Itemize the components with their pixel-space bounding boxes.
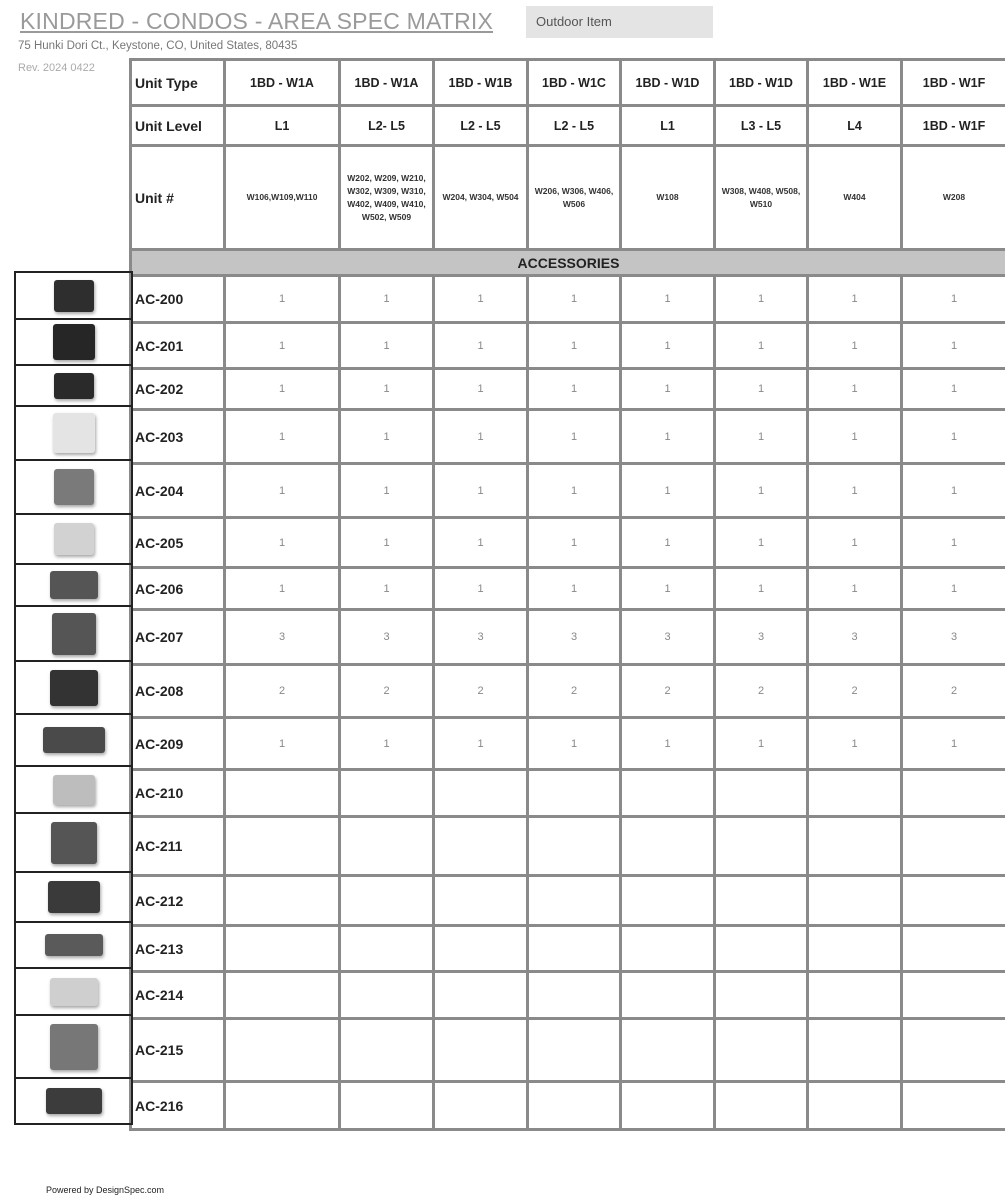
quantity-cell [621,770,715,817]
quantity-cell: 1 [715,410,808,464]
quantity-cell [902,770,1005,817]
pillow-image [43,727,105,753]
quantity-cell: 1 [902,410,1005,464]
column-level-cell: L1 [225,106,340,146]
item-thumbnail [16,1077,133,1125]
column-units-cell: W308, W408, W508, W510 [715,146,808,250]
item-thumbnail [16,513,133,563]
quantity-cell [340,876,434,926]
quantity-cell [715,876,808,926]
quantity-cell: 1 [621,568,715,610]
quantity-cell: 2 [434,665,528,718]
quantity-cell [528,926,621,972]
item-thumbnail [16,660,133,713]
quantity-cell [225,1082,340,1130]
quantity-cell [225,770,340,817]
quantity-cell: 1 [902,518,1005,568]
quantity-cell: 1 [621,718,715,770]
section-title: ACCESSORIES [131,250,1005,276]
item-row [131,323,1005,369]
quantity-cell [808,1019,902,1082]
column-level-cell: L2- L5 [340,106,434,146]
pillow-image [53,775,95,805]
quantity-cell: 3 [528,610,621,665]
row-label: Unit Level [131,106,225,146]
quantity-cell [902,1082,1005,1130]
item-row [131,718,1005,770]
column-type-cell: 1BD - W1C [528,60,621,106]
item-code: AC-214 [131,972,225,1019]
revision-label: Rev. 2024 0422 [18,62,95,74]
column-type-cell: 1BD - W1A [225,60,340,106]
pillow-image [50,670,98,706]
column-level-cell: L4 [808,106,902,146]
item-thumbnail [16,405,133,459]
quantity-cell [715,1082,808,1130]
unit-type-row [131,60,1005,106]
quantity-cell [808,926,902,972]
quantity-cell: 2 [340,665,434,718]
quantity-cell: 1 [340,518,434,568]
column-units-cell: W404 [808,146,902,250]
column-units-cell: W108 [621,146,715,250]
item-code: AC-203 [131,410,225,464]
item-thumbnail [16,605,133,660]
quantity-cell: 1 [528,410,621,464]
unit-level-row [131,106,1005,146]
quantity-cell: 1 [340,464,434,518]
quantity-cell [808,817,902,876]
item-row [131,665,1005,718]
project-address: 75 Hunki Dori Ct., Keystone, CO, United States, 80435 [18,40,298,52]
item-row [131,276,1005,323]
column-units-cell: W204, W304, W504 [434,146,528,250]
quantity-cell [808,1082,902,1130]
pillow-image [52,613,96,655]
quantity-cell: 1 [715,464,808,518]
item-thumbnail [16,713,133,765]
quantity-cell: 3 [715,610,808,665]
quantity-cell [902,1019,1005,1082]
quantity-cell [902,876,1005,926]
page-title: KINDRED - CONDOS - AREA SPEC MATRIX [20,8,494,34]
quantity-cell: 1 [434,410,528,464]
quantity-cell: 1 [434,718,528,770]
quantity-cell: 1 [434,518,528,568]
quantity-cell: 2 [902,665,1005,718]
pillow-image [54,523,94,555]
quantity-cell: 1 [225,518,340,568]
quantity-cell: 1 [528,369,621,410]
quantity-cell: 1 [621,410,715,464]
item-code: AC-209 [131,718,225,770]
pillow-image [46,1088,102,1114]
item-thumbnail [16,563,133,605]
quantity-cell: 1 [902,323,1005,369]
quantity-cell: 1 [225,568,340,610]
item-thumbnail [16,812,133,871]
quantity-cell: 1 [225,369,340,410]
quantity-cell: 1 [340,410,434,464]
item-thumbnail [16,871,133,921]
column-type-cell: 1BD - W1B [434,60,528,106]
unit-number-row [131,146,1005,250]
quantity-cell: 1 [528,276,621,323]
item-code: AC-213 [131,926,225,972]
quantity-cell [528,1082,621,1130]
quantity-cell: 1 [621,464,715,518]
quantity-cell: 3 [808,610,902,665]
pillow-image [48,881,100,913]
item-thumbnail [16,921,133,967]
item-row [131,410,1005,464]
quantity-cell: 1 [340,276,434,323]
quantity-cell: 2 [808,665,902,718]
item-row [131,1019,1005,1082]
quantity-cell: 3 [621,610,715,665]
pillow-image [54,373,94,399]
column-type-cell: 1BD - W1A [340,60,434,106]
item-row [131,610,1005,665]
quantity-cell [715,1019,808,1082]
item-code: AC-207 [131,610,225,665]
quantity-cell [340,1019,434,1082]
column-level-cell: 1BD - W1F [902,106,1005,146]
quantity-cell: 1 [715,568,808,610]
item-code: AC-210 [131,770,225,817]
column-units-cell: W106,W109,W110 [225,146,340,250]
quantity-cell [340,817,434,876]
pillow-image [54,469,94,505]
item-code: AC-215 [131,1019,225,1082]
column-level-cell: L2 - L5 [434,106,528,146]
quantity-cell: 1 [225,718,340,770]
item-code: AC-200 [131,276,225,323]
quantity-cell: 3 [225,610,340,665]
item-thumbnail-column [14,271,133,1125]
item-thumbnail [16,1014,133,1077]
quantity-cell [434,1082,528,1130]
quantity-cell [715,972,808,1019]
row-label: Unit # [131,146,225,250]
pillow-image [53,413,95,453]
item-thumbnail [16,459,133,513]
quantity-cell: 3 [340,610,434,665]
quantity-cell: 3 [434,610,528,665]
quantity-cell: 2 [621,665,715,718]
quantity-cell [528,1019,621,1082]
item-code: AC-211 [131,817,225,876]
quantity-cell: 1 [528,518,621,568]
quantity-cell [340,972,434,1019]
quantity-cell: 1 [434,276,528,323]
item-row [131,568,1005,610]
quantity-cell: 1 [340,369,434,410]
quantity-cell [434,770,528,817]
quantity-cell [621,926,715,972]
quantity-cell: 3 [902,610,1005,665]
quantity-cell: 1 [340,323,434,369]
column-type-cell: 1BD - W1E [808,60,902,106]
item-row [131,369,1005,410]
quantity-cell: 1 [434,323,528,369]
quantity-cell: 1 [225,323,340,369]
quantity-cell: 1 [621,518,715,568]
quantity-cell [340,926,434,972]
quantity-cell [528,770,621,817]
quantity-cell: 1 [902,464,1005,518]
item-thumbnail [16,765,133,812]
quantity-cell: 2 [225,665,340,718]
item-code: AC-212 [131,876,225,926]
quantity-cell: 1 [340,718,434,770]
quantity-cell [225,1019,340,1082]
quantity-cell: 1 [808,518,902,568]
quantity-cell: 1 [715,323,808,369]
item-row [131,770,1005,817]
column-units-cell: W202, W209, W210, W302, W309, W310, W402, W409, W410, W502, W509 [340,146,434,250]
quantity-cell: 1 [808,718,902,770]
item-thumbnail [16,271,133,318]
quantity-cell [434,926,528,972]
powered-by-footer[interactable]: Powered by DesignSpec.com [46,1185,165,1195]
quantity-cell [621,1019,715,1082]
quantity-cell [340,1082,434,1130]
quantity-cell [621,1082,715,1130]
quantity-cell [225,817,340,876]
quantity-cell: 1 [808,323,902,369]
quantity-cell: 1 [902,369,1005,410]
quantity-cell: 1 [808,410,902,464]
quantity-cell: 2 [528,665,621,718]
quantity-cell: 1 [225,276,340,323]
quantity-cell: 1 [621,323,715,369]
quantity-cell [434,1019,528,1082]
quantity-cell: 1 [902,568,1005,610]
pillow-image [50,571,98,599]
pillow-image [53,324,95,360]
item-code: AC-204 [131,464,225,518]
item-row [131,817,1005,876]
quantity-cell: 1 [808,276,902,323]
column-level-cell: L3 - L5 [715,106,808,146]
quantity-cell: 1 [528,568,621,610]
quantity-cell: 1 [715,718,808,770]
quantity-cell [715,770,808,817]
quantity-cell: 1 [808,464,902,518]
quantity-cell: 1 [528,323,621,369]
item-code: AC-202 [131,369,225,410]
column-type-cell: 1BD - W1D [621,60,715,106]
outdoor-item-legend: Outdoor Item [526,6,713,38]
item-row [131,1082,1005,1130]
item-row [131,926,1005,972]
quantity-cell: 1 [715,518,808,568]
quantity-cell [621,972,715,1019]
quantity-cell: 2 [715,665,808,718]
quantity-cell: 1 [808,568,902,610]
pillow-image [50,1024,98,1070]
quantity-cell [528,876,621,926]
item-row [131,518,1005,568]
quantity-cell [225,876,340,926]
pillow-image [54,280,94,312]
section-header-row [131,250,1005,276]
quantity-cell [808,770,902,817]
quantity-cell: 1 [902,718,1005,770]
quantity-cell [621,817,715,876]
pillow-image [45,934,103,956]
quantity-cell [528,817,621,876]
quantity-cell [902,817,1005,876]
quantity-cell: 1 [434,369,528,410]
quantity-cell: 1 [528,464,621,518]
item-code: AC-216 [131,1082,225,1130]
item-code: AC-201 [131,323,225,369]
quantity-cell: 1 [715,369,808,410]
quantity-cell [715,926,808,972]
item-thumbnail [16,318,133,364]
column-type-cell: 1BD - W1F [902,60,1005,106]
item-row [131,464,1005,518]
quantity-cell: 1 [434,464,528,518]
item-code: AC-205 [131,518,225,568]
column-units-cell: W206, W306, W406, W506 [528,146,621,250]
pillow-image [51,822,97,864]
quantity-cell: 1 [808,369,902,410]
quantity-cell [902,972,1005,1019]
quantity-cell: 1 [340,568,434,610]
quantity-cell [434,817,528,876]
quantity-cell [434,972,528,1019]
quantity-cell [225,972,340,1019]
pillow-image [50,978,98,1006]
quantity-cell [434,876,528,926]
quantity-cell: 1 [902,276,1005,323]
quantity-cell: 1 [528,718,621,770]
column-type-cell: 1BD - W1D [715,60,808,106]
item-thumbnail [16,364,133,405]
quantity-cell [528,972,621,1019]
quantity-cell [808,876,902,926]
item-code: AC-206 [131,568,225,610]
quantity-cell [621,876,715,926]
quantity-cell [225,926,340,972]
item-row [131,876,1005,926]
quantity-cell: 1 [225,410,340,464]
column-level-cell: L2 - L5 [528,106,621,146]
quantity-cell: 1 [434,568,528,610]
row-label: Unit Type [131,60,225,106]
quantity-cell [808,972,902,1019]
item-row [131,972,1005,1019]
quantity-cell: 1 [225,464,340,518]
item-code: AC-208 [131,665,225,718]
column-level-cell: L1 [621,106,715,146]
quantity-cell: 1 [621,369,715,410]
quantity-cell [715,817,808,876]
quantity-cell [340,770,434,817]
quantity-cell: 1 [715,276,808,323]
item-thumbnail [16,967,133,1014]
quantity-cell: 1 [621,276,715,323]
column-units-cell: W208 [902,146,1005,250]
quantity-cell [902,926,1005,972]
spec-matrix-table [129,58,1005,1131]
